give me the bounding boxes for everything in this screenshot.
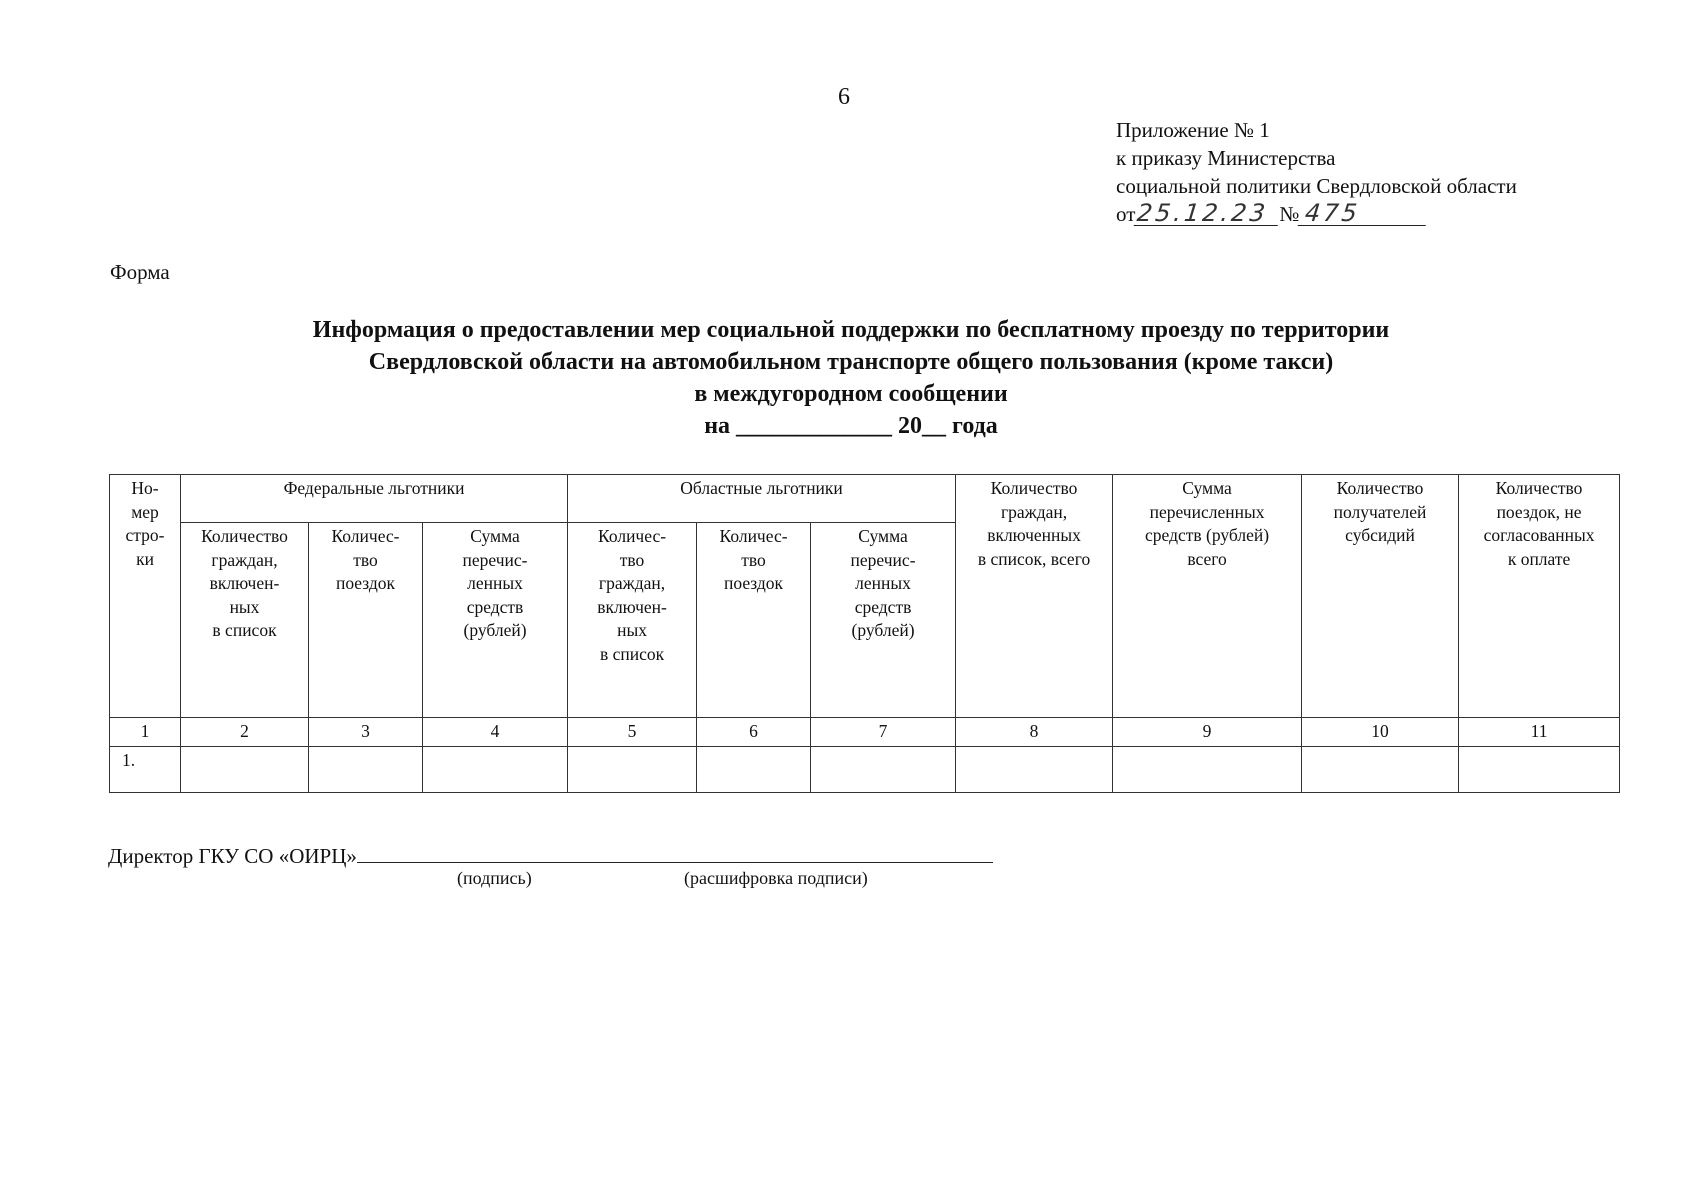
number-prefix: №	[1279, 202, 1300, 226]
header-unapproved-trips: Количество поездок, не согласованных к оплате	[1459, 475, 1620, 718]
header-regional-citizens: Количес- тво граждан, включен- ных в список	[568, 523, 697, 718]
header-federal-trips: Количес- тво поездок	[309, 523, 423, 718]
appendix-block	[1116, 116, 1517, 228]
header-total-citizens: Количество граждан, включенных в список, всего	[956, 475, 1113, 718]
column-number: 11	[1459, 718, 1620, 747]
column-number: 7	[811, 718, 956, 747]
column-number: 4	[423, 718, 568, 747]
director-label: Директор ГКУ СО «ОИРЦ»	[108, 844, 357, 868]
data-cell-total-citizens[interactable]	[956, 746, 1113, 792]
title-line-2: Свердловской области на автомобильном транспорте общего пользования (кроме такси)	[368, 349, 1334, 375]
data-cell-federal-trips[interactable]	[309, 746, 423, 792]
title-line-4: на _____________ 20__ года	[704, 413, 998, 439]
appendix-line-4	[1116, 200, 1517, 228]
report-table	[109, 474, 1620, 793]
column-number: 9	[1113, 718, 1302, 747]
data-cell-total-sum[interactable]	[1113, 746, 1302, 792]
title-line-3: в междугородном сообщении	[694, 381, 1008, 407]
signature-field[interactable]	[357, 842, 993, 863]
data-cell-unapproved-trips[interactable]	[1459, 746, 1620, 792]
data-cell-federal-sum[interactable]	[423, 746, 568, 792]
header-regional-sum: Сумма перечис- ленных средств (рублей)	[811, 523, 956, 718]
signature-decode-caption: (расшифровка подписи)	[684, 868, 868, 888]
page-number: 6	[838, 84, 850, 110]
column-number: 6	[697, 718, 811, 747]
header-recipients: Количество получателей субсидий	[1302, 475, 1459, 718]
form-label: Форма	[110, 260, 170, 284]
header-federal: Федеральные льготники	[181, 475, 568, 523]
data-cell-regional-sum[interactable]	[811, 746, 956, 792]
header-regional: Областные льготники	[568, 475, 956, 523]
signature-line	[108, 842, 993, 869]
header-federal-sum: Сумма перечис- ленных средств (рублей)	[423, 523, 568, 718]
handwritten-date: 25.12.23	[1134, 201, 1281, 226]
column-number: 5	[568, 718, 697, 747]
date-prefix: от	[1116, 202, 1136, 226]
column-number: 8	[956, 718, 1113, 747]
header-federal-citizens: Количество граждан, включен- ных в список	[181, 523, 309, 718]
table-row	[110, 746, 1620, 792]
handwritten-number: 475	[1298, 201, 1429, 226]
data-cell-recipients[interactable]	[1302, 746, 1459, 792]
column-number-row	[110, 718, 1620, 747]
document-title	[100, 314, 1602, 442]
data-cell-federal-citizens[interactable]	[181, 746, 309, 792]
column-number: 3	[309, 718, 423, 747]
data-cell-regional-citizens[interactable]	[568, 746, 697, 792]
title-line-1: Информация о предоставлении мер социальной поддержки по бесплатному проезду по территории	[312, 317, 1390, 343]
appendix-line-3: социальной политики Свердловской области	[1116, 174, 1517, 198]
header-total-sum: Сумма перечисленных средств (рублей) всего	[1113, 475, 1302, 718]
data-cell-regional-trips[interactable]	[697, 746, 811, 792]
appendix-line-1: Приложение № 1	[1116, 118, 1270, 142]
row-number-cell: 1.	[110, 746, 181, 792]
column-number: 2	[181, 718, 309, 747]
signature-caption: (подпись)	[457, 868, 532, 888]
column-number: 1	[110, 718, 181, 747]
header-regional-trips: Количес- тво поездок	[697, 523, 811, 718]
appendix-line-2: к приказу Министерства	[1116, 146, 1336, 170]
header-row-number: Но- мер стро- ки	[110, 475, 181, 718]
column-number: 10	[1302, 718, 1459, 747]
